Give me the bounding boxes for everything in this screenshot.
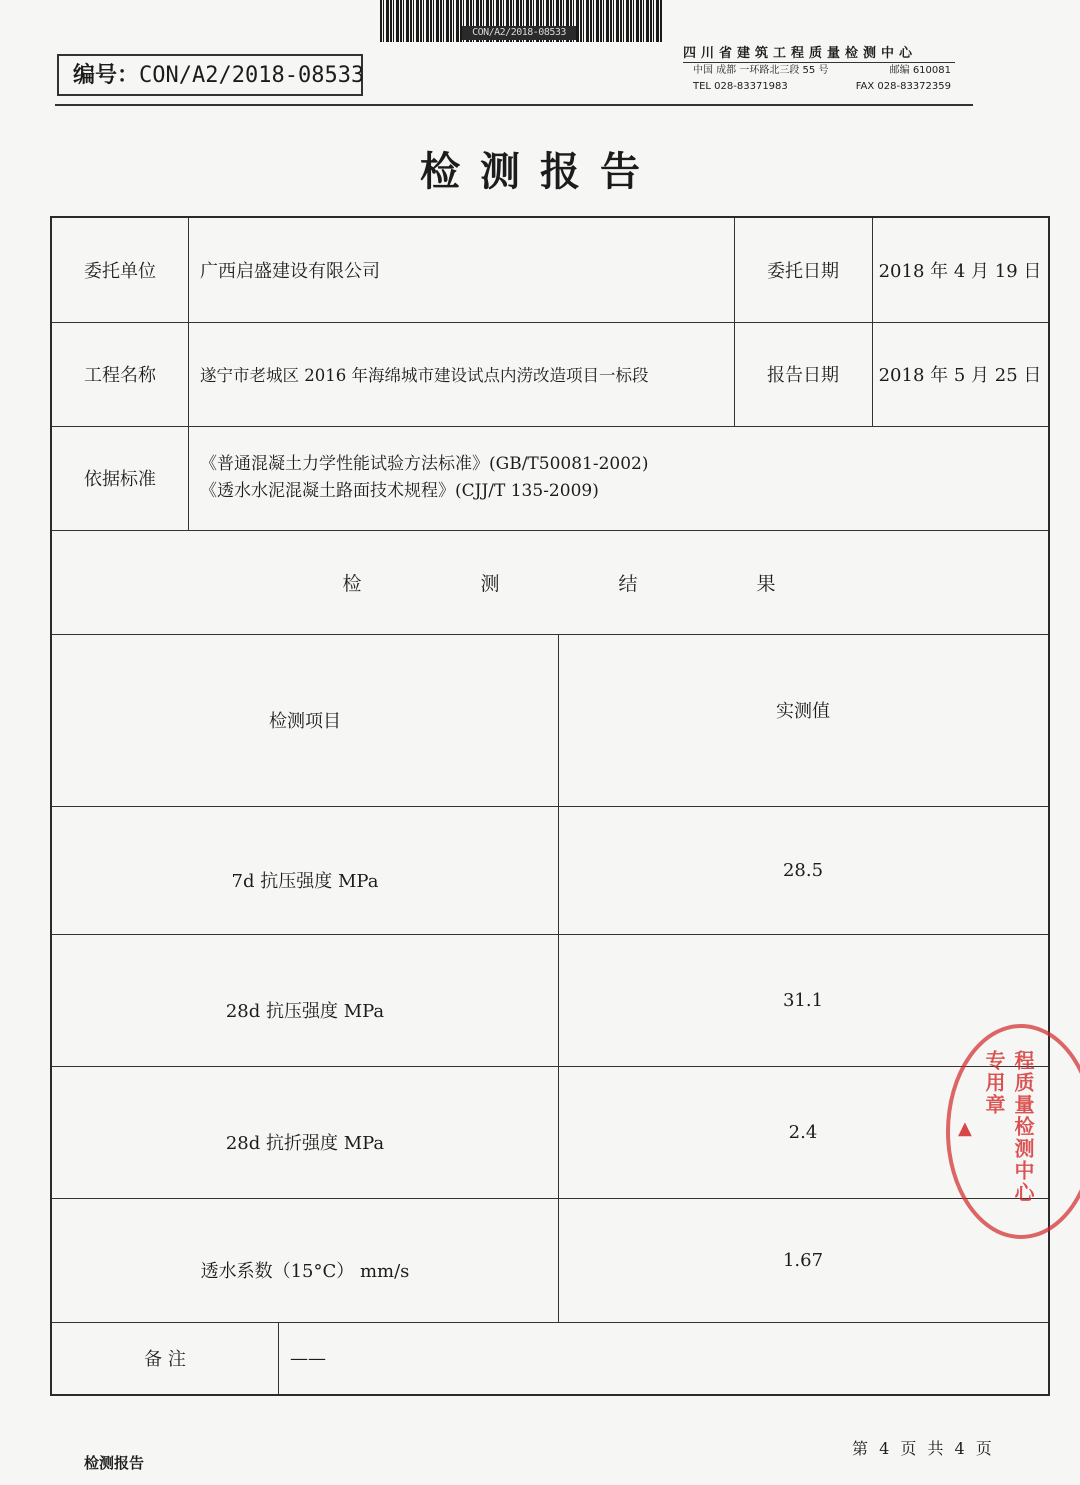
remark-value: —— — [290, 1347, 326, 1369]
standards-label: 依据标准 — [84, 469, 156, 490]
report-date-label: 报告日期 — [767, 365, 839, 386]
organization-header — [683, 46, 955, 95]
seal-star-icon: ▲ — [958, 1118, 972, 1139]
results-heading-char: 测 — [480, 572, 500, 595]
organization-tel: TEL 028-83371983 — [693, 81, 788, 92]
column-header-value: 实测值 — [776, 701, 830, 722]
organization-name: 四川省建筑工程质量检测中心 — [683, 46, 955, 63]
result-item: 28d 抗折强度 MPa — [225, 1133, 385, 1154]
client-value: 广西启盛建设有限公司 — [200, 261, 380, 282]
commission-date-value: 2018 年 4 月 19 日 — [878, 261, 1042, 282]
barcode-number: CON/A2/2018-08533 — [462, 26, 576, 40]
page-title: 检测报告 — [420, 149, 660, 195]
organization-address: 中国 成都 一环路北三段 55 号 — [693, 65, 829, 76]
remark-label: 备 注 — [144, 1349, 186, 1370]
result-value: 31.1 — [782, 989, 824, 1011]
results-heading-char: 结 — [618, 572, 638, 595]
official-seal-text: 程质量检测中心专用章 — [982, 1050, 1035, 1204]
results-heading-char: 检 — [342, 572, 362, 595]
result-item: 28d 抗压强度 MPa — [225, 1001, 385, 1022]
header-rule — [55, 104, 973, 106]
report-date-value: 2018 年 5 月 25 日 — [878, 365, 1042, 386]
results-heading-char: 果 — [756, 572, 776, 595]
client-label: 委托单位 — [84, 261, 156, 282]
project-value: 遂宁市老城区 2016 年海绵城市建设试点内涝改造项目一标段 — [200, 366, 649, 385]
report-number-label: 编号： — [73, 63, 140, 88]
result-value: 2.4 — [788, 1121, 818, 1143]
result-item: 透水系数（15°C） mm/s — [200, 1261, 410, 1282]
result-value: 1.67 — [782, 1249, 824, 1271]
standard-item: 《普通混凝土力学性能试验方法标准》(GB/T50081-2002) — [200, 454, 649, 474]
footer-label: 检测报告 — [84, 1454, 145, 1472]
organization-fax: FAX 028-83372359 — [855, 81, 951, 92]
report-number-box — [57, 54, 363, 96]
results-heading — [52, 530, 1048, 634]
commission-date-label: 委托日期 — [767, 261, 839, 282]
standard-item: 《透水水泥混凝土路面技术规程》(CJJ/T 135-2009) — [200, 481, 599, 501]
organization-postcode: 邮编 610081 — [889, 65, 951, 76]
project-label: 工程名称 — [84, 365, 156, 386]
result-item: 7d 抗压强度 MPa — [231, 871, 379, 892]
report-table — [50, 216, 1050, 1396]
standards-list — [188, 426, 1048, 530]
page-number: 第 4 页 共 4 页 — [852, 1439, 995, 1458]
report-number: CON/A2/2018-08533 — [139, 63, 365, 88]
result-value: 28.5 — [782, 859, 824, 881]
column-header-item: 检测项目 — [269, 711, 341, 732]
